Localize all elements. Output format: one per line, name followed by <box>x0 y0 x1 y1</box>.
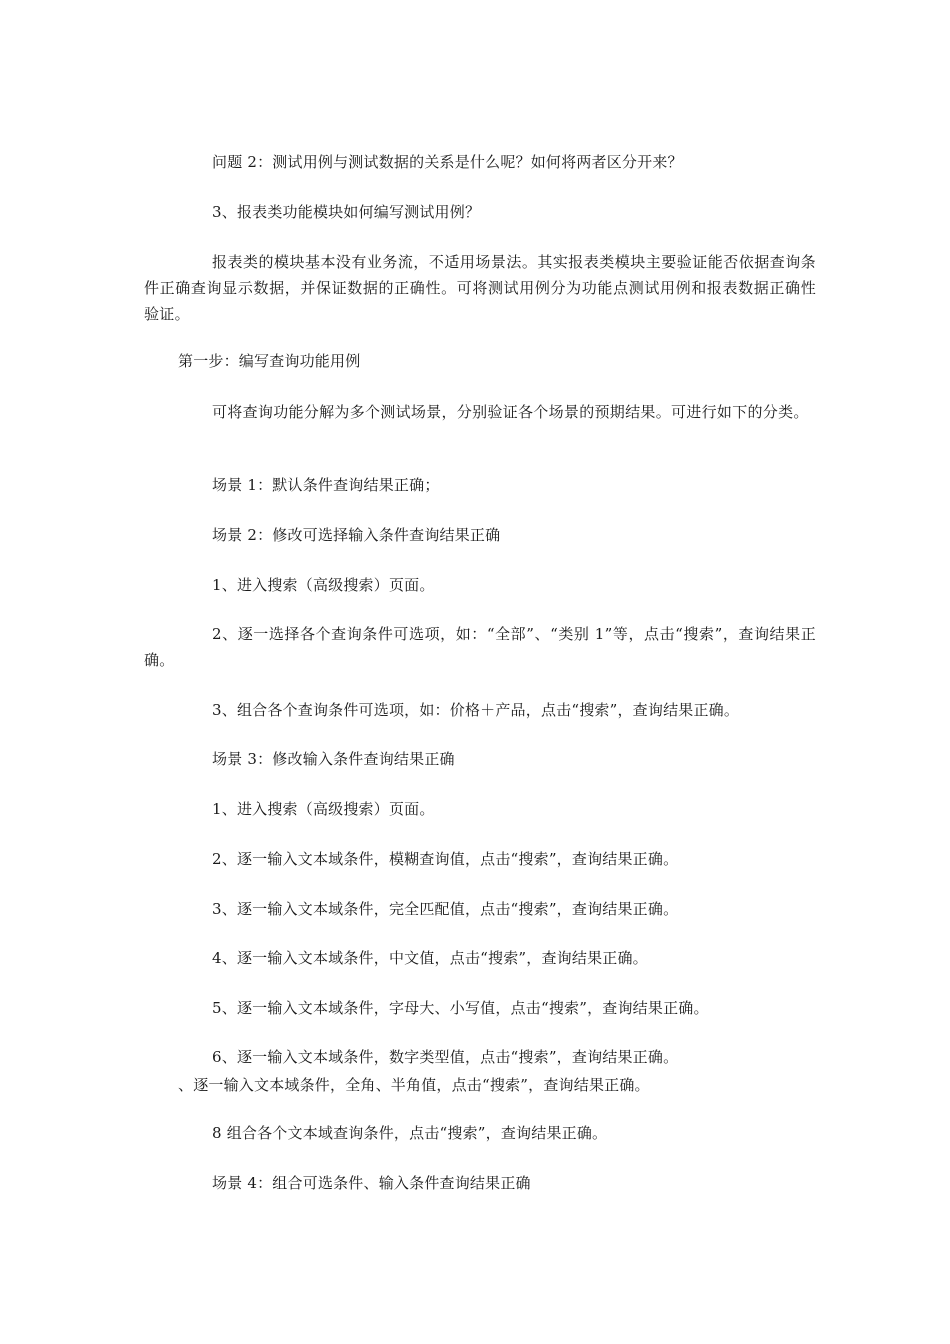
scenario-2-item-1: 1、进入搜索（高级搜索）页面。 <box>212 576 435 594</box>
scenario-4: 场景 4：组合可选条件、输入条件查询结果正确 <box>212 1174 531 1192</box>
scenario-3-item-2: 2、逐一输入文本域条件，模糊查询值，点击“搜索”，查询结果正确。 <box>212 850 679 868</box>
scenario-3-item-7: 、逐一输入文本域条件，全角、半角值，点击“搜索”，查询结果正确。 <box>178 1076 650 1094</box>
step-1-heading: 第一步：编写查询功能用例 <box>178 352 361 370</box>
scenario-2: 场景 2：修改可选择输入条件查询结果正确 <box>212 526 501 544</box>
scenario-3-item-6: 6、逐一输入文本域条件，数字类型值，点击“搜索”，查询结果正确。 <box>212 1048 679 1066</box>
decompose-paragraph: 可将查询功能分解为多个测试场景，分别验证各个场景的预期结果。可进行如下的分类。 <box>212 403 809 421</box>
scenario-3-item-3: 3、逐一输入文本域条件，完全匹配值，点击“搜索”，查询结果正确。 <box>212 900 679 918</box>
scenario-1: 场景 1：默认条件查询结果正确； <box>212 476 440 494</box>
scenario-3-item-1: 1、进入搜索（高级搜索）页面。 <box>212 800 435 818</box>
scenario-3: 场景 3：修改输入条件查询结果正确 <box>212 750 455 768</box>
scenario-3-item-5: 5、逐一输入文本域条件，字母大、小写值，点击“搜索”，查询结果正确。 <box>212 999 709 1017</box>
scenario-2-item-3: 3、组合各个查询条件可选项，如：价格＋产品，点击“搜索”，查询结果正确。 <box>212 701 740 719</box>
scenario-3-item-8: 8 组合各个文本域查询条件，点击“搜索”，查询结果正确。 <box>212 1124 608 1142</box>
scenario-2-item-2: 2、逐一选择各个查询条件可选项，如：“全部”、“类别 1”等，点击“搜索”，查询结果正确。 <box>144 625 816 669</box>
scenario-3-item-4: 4、逐一输入文本域条件，中文值，点击“搜索”，查询结果正确。 <box>212 949 648 967</box>
question-2: 问题 2：测试用例与测试数据的关系是什么呢？如何将两者区分开来？ <box>212 153 683 171</box>
section-heading-3: 3、报表类功能模块如何编写测试用例？ <box>212 203 481 221</box>
intro-paragraph: 报表类的模块基本没有业务流，不适用场景法。其实报表类模块主要验证能否依据查询条件正确查询显示数据，并保证数据的正确性。可将测试用例分为功能点测试用例和报表数据正确性验证。 <box>144 253 816 323</box>
